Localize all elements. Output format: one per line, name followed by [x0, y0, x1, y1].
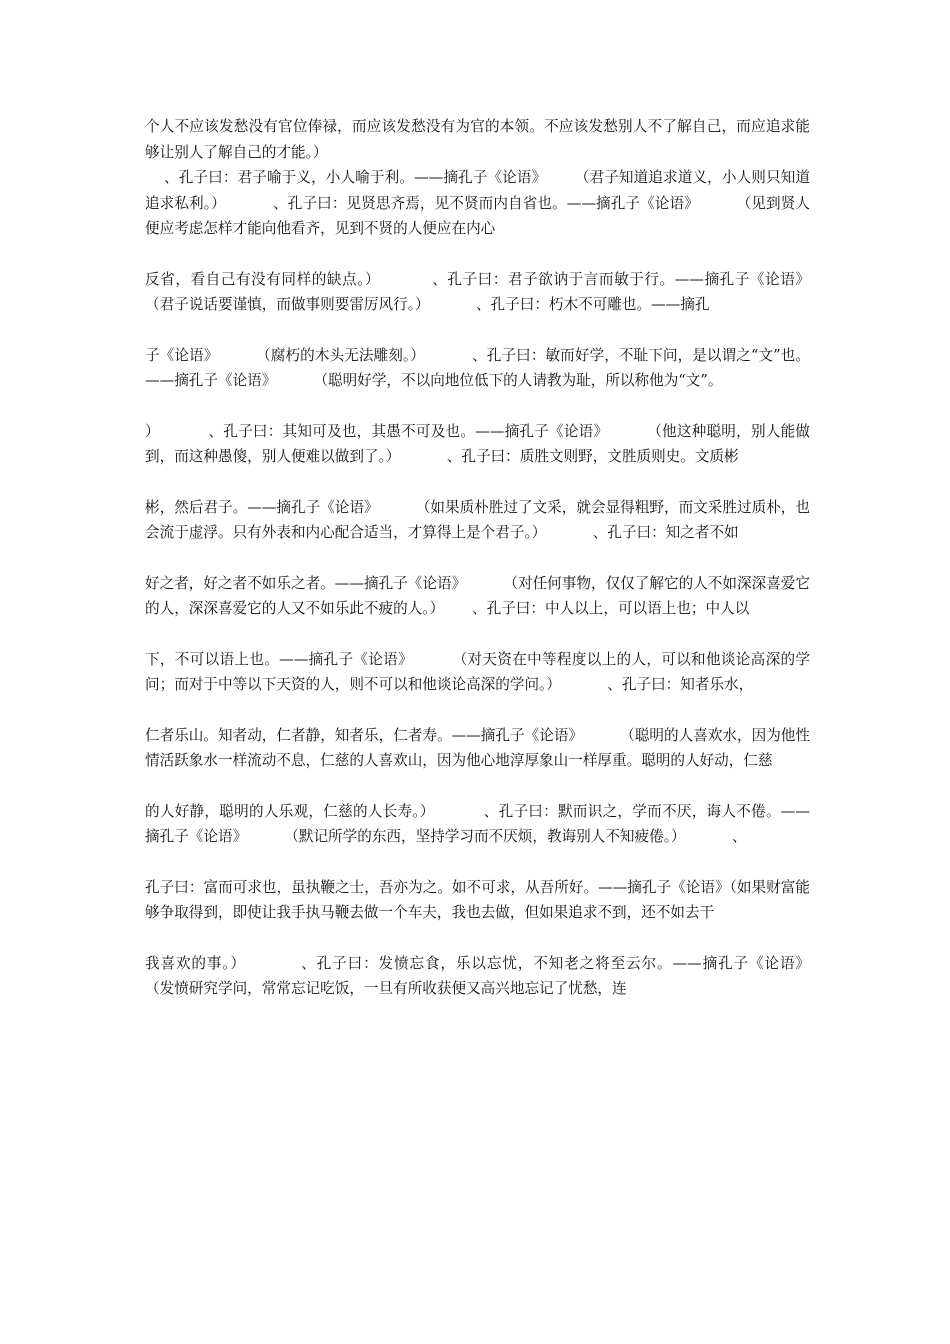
- paragraph-6: 好之者，好之者不如乐之者。——摘孔子《论语》 （对任何事物，仅仅了解它的人不如深深喜爱它的人，深深喜爱它的人又不如乐此不疲的人。） 、孔子曰：中人以上，可以语上也；中人以: [145, 574, 810, 617]
- paragraph-gap: [145, 622, 810, 647]
- paragraph-10: 孔子曰：富而可求也，虽执鞭之士，吾亦为之。如不可求，从吾所好。——摘孔子《论语》（如果财富能够争取得到，即使让我手执马鞭去做一个车夫，我也去做，但如果追求不到，还不如去干: [145, 878, 810, 921]
- paragraph-2: 反省，看自己有没有同样的缺点。） 、孔子曰：君子欲讷于言而敏于行。——摘孔子《论语》 （君子说话要谨慎，而做事则要雷厉风行。） 、孔子曰：朽木不可雕也。——摘孔: [145, 270, 848, 313]
- paragraph-9: 的人好静，聪明的人乐观，仁慈的人长寿。） 、孔子曰：默而识之，学而不厌，诲人不倦。——摘孔子《论语》 （默记所学的东西，坚持学习而不厌烦，教诲别人不知疲倦。） 、: [145, 802, 810, 845]
- paragraph-11: 我喜欢的事。） 、孔子曰：发愤忘食，乐以忘忧，不知老之将至云尔。——摘孔子《论语》 （发愤研究学问，常常忘记吃饭，一旦有所收获便又高兴地忘记了忧愁，连: [145, 954, 848, 997]
- paragraph-5: 彬，然后君子。——摘孔子《论语》 （如果质朴胜过了文采，就会显得粗野，而文采胜过质朴，也会流于虚浮。只有外表和内心配合适当，才算得上是个君子。） 、孔子曰：知之者不如: [145, 498, 810, 541]
- paragraph-gap: [145, 318, 810, 343]
- paragraph-1: 个人不应该发愁没有官位俸禄，而应该发愁没有为官的本领。不应该发愁别人不了解自己，而应追求能够让别人了解自己的才能。） 、孔子曰：君子喻于义，小人喻于利。——摘孔子《论语》 （君子知道追求道义，小人则只知道追求私利。） 、孔子曰：见贤思齐焉，见不贤而内自省也。——摘孔子《论语》 （见到贤人便应考虑怎样才能向他看齐，见到不贤的人便应在内心: [145, 118, 810, 237]
- paragraph-8: 仁者乐山。知者动，仁者静，知者乐，仁者寿。——摘孔子《论语》 （聪明的人喜欢水，因为他性情活跃象水一样流动不息，仁慈的人喜欢山，因为他心地淳厚象山一样厚重。聪明的人好动，仁慈: [145, 726, 810, 769]
- paragraph-gap: [145, 470, 810, 495]
- paragraph-gap: [145, 394, 810, 419]
- paragraph-gap: [145, 850, 810, 875]
- paragraph-gap: [145, 698, 810, 723]
- paragraph-gap: [145, 926, 810, 951]
- paragraph-gap: [145, 546, 810, 571]
- document-page: [145, 114, 848, 1002]
- paragraph-7: 下，不可以语上也。——摘孔子《论语》 （对天资在中等程度以上的人，可以和他谈论高深的学问；而对于中等以下天资的人，则不可以和他谈论高深的学问。） 、孔子曰：知者乐水，: [145, 650, 810, 693]
- paragraph-gap: [145, 774, 810, 799]
- paragraph-4: ） 、孔子曰：其知可及也，其愚不可及也。——摘孔子《论语》 （他这种聪明，别人能做到，而这种愚傻，别人便难以做到了。） 、孔子曰：质胜文则野，文胜质则史。文质彬: [145, 422, 810, 465]
- paragraph-3: 子《论语》 （腐朽的木头无法雕刻。） 、孔子曰：敏而好学，不耻下问，是以谓之“文”也。——摘孔子《论语》 （聪明好学，不以向地位低下的人请教为耻，所以称他为“文”。: [145, 346, 810, 389]
- paragraph-gap: [145, 242, 810, 267]
